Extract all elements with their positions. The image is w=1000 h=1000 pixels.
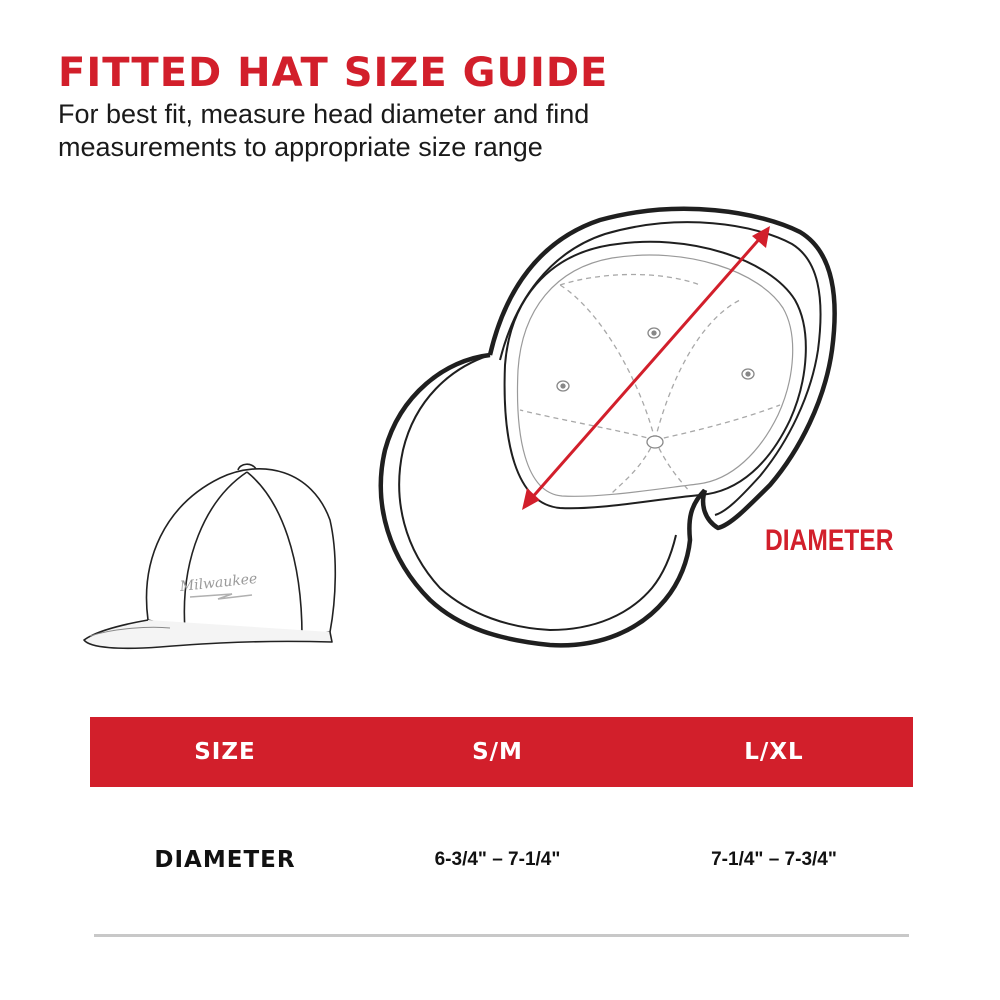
table-row — [90, 787, 913, 932]
row-label-diameter: DIAMETER — [154, 846, 296, 873]
divider — [94, 934, 909, 937]
diameter-label: DIAMETER — [765, 524, 894, 557]
header-s-m: S/M — [472, 739, 523, 765]
underside-view-cap-illustration — [381, 209, 835, 645]
header-l-xl: L/XL — [744, 739, 804, 765]
page-title: FITTED HAT SIZE GUIDE — [58, 50, 609, 96]
header-size: SIZE — [194, 739, 256, 765]
size-table — [90, 717, 913, 932]
s-m-diameter-value: 6-3/4" – 7-1/4" — [434, 848, 561, 870]
table-header — [90, 717, 913, 787]
side-view-cap-illustration — [84, 464, 335, 648]
page-subtitle: For best fit, measure head diameter and find measurements to appropriate size range — [58, 99, 590, 162]
cap-brand-logo: Milwaukee — [179, 571, 259, 596]
l-xl-diameter-value: 7-1/4" – 7-3/4" — [711, 848, 837, 870]
